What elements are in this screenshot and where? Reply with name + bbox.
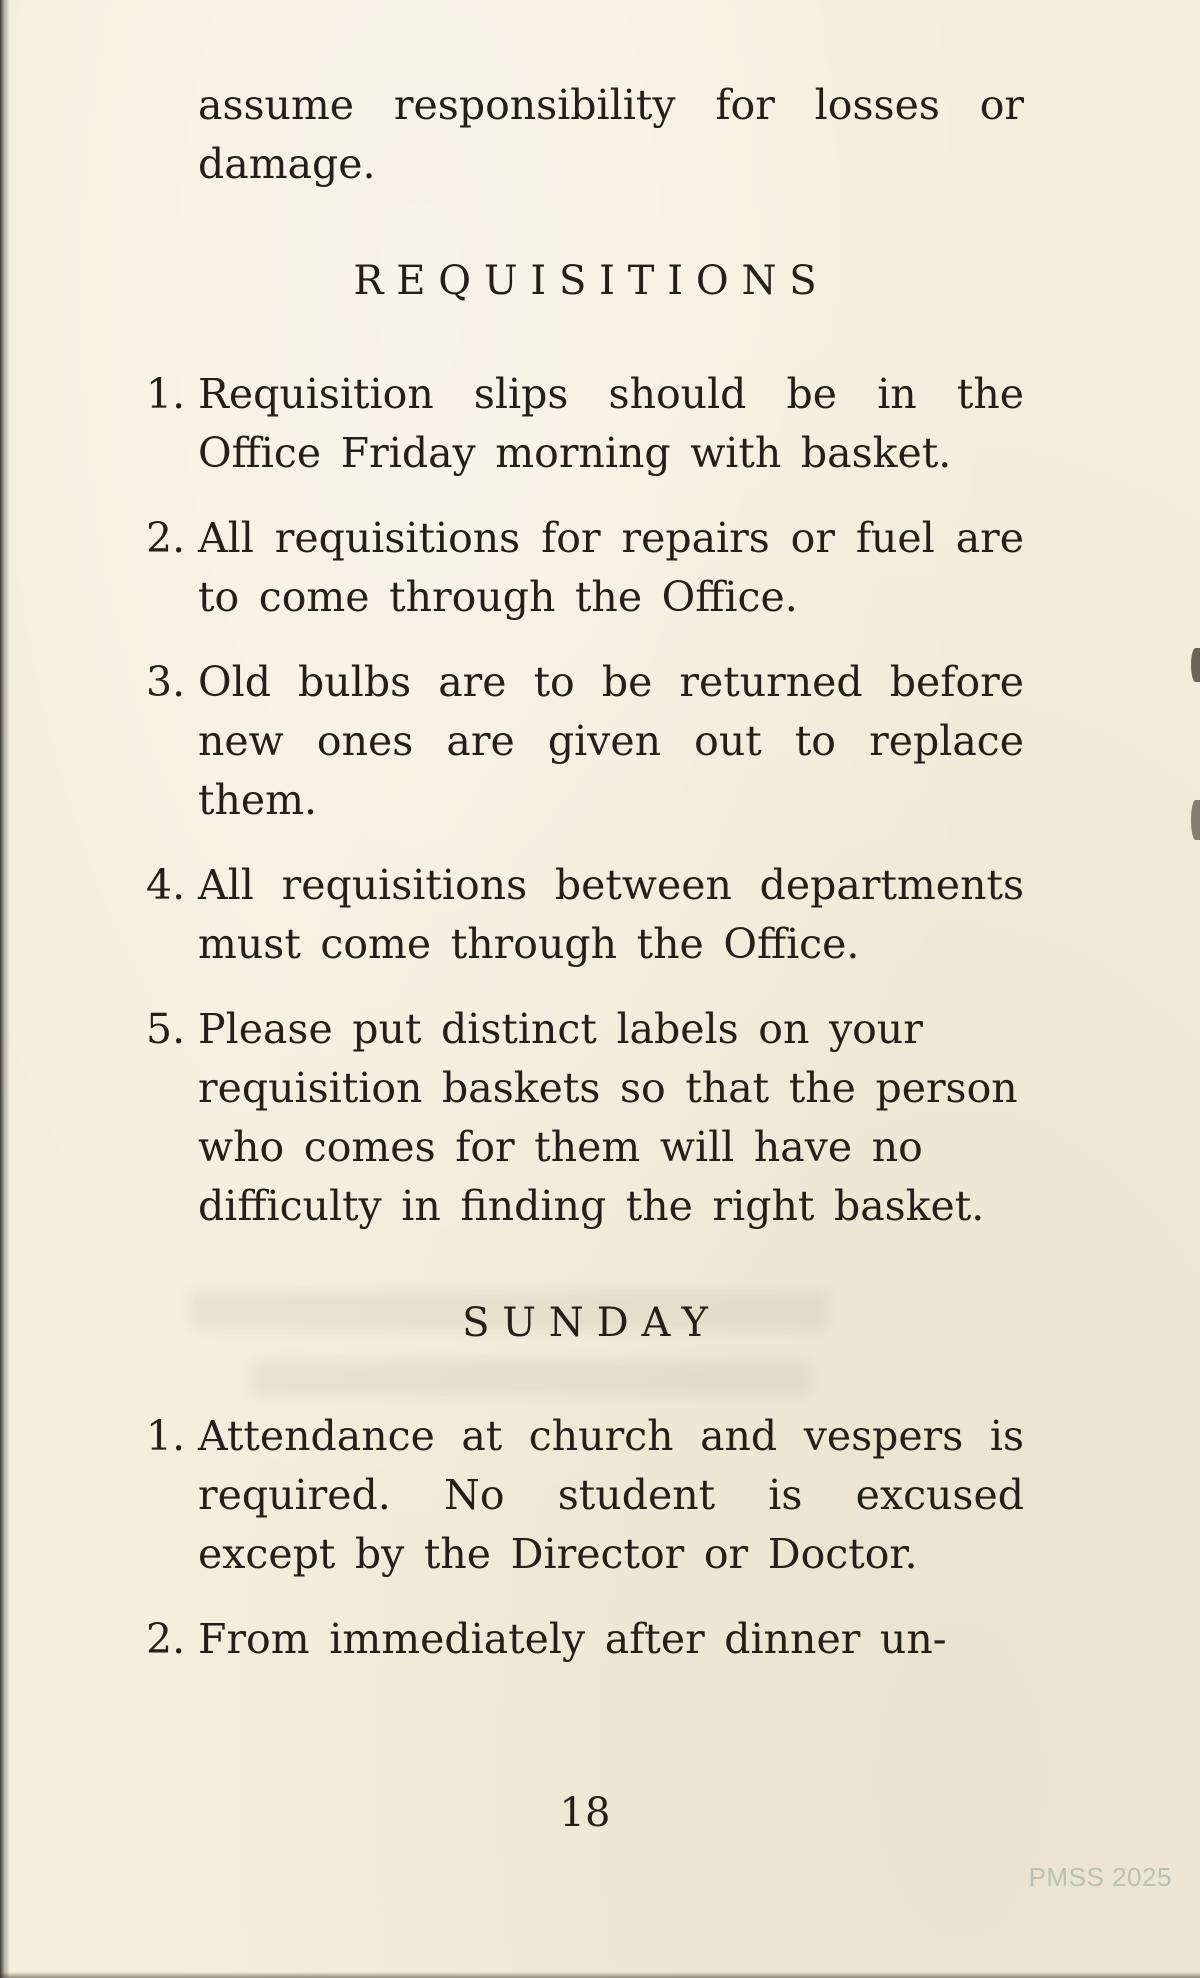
list-item	[146, 365, 1024, 483]
list-item-text: Old bulbs are to be returned before new ones are given out to replace them.	[198, 658, 1024, 824]
watermark: PMSS 2025	[1028, 1862, 1172, 1892]
list-item-number: 5.	[146, 1005, 186, 1053]
list-item-text: Please put distinct labels on your requisition baskets so that the person who comes for them will have no difficulty in finding the right basket.	[198, 1005, 1018, 1230]
list-item	[146, 1000, 1024, 1236]
list-item	[146, 1610, 1024, 1669]
requisitions-list	[146, 365, 1024, 1236]
list-item-number: 2.	[146, 1615, 186, 1663]
list-item-number: 2.	[146, 514, 186, 562]
list-item	[146, 653, 1024, 830]
scan-edge-shadow-left	[0, 0, 10, 1978]
list-item-text: All requisitions for repairs or fuel are to come through the Office.	[198, 514, 1024, 621]
list-item-text: From immediately after dinner un-	[198, 1615, 947, 1663]
page-number: 18	[559, 1790, 611, 1836]
list-item-number: 3.	[146, 658, 186, 706]
document-page	[146, 0, 1024, 1695]
section-heading-sunday: SUNDAY	[462, 1300, 721, 1346]
scan-artifact-paper-curl	[1191, 648, 1200, 682]
continuation-paragraph: assume responsibility for losses or damage.	[198, 81, 1024, 188]
list-item-number: 4.	[146, 861, 186, 909]
list-item-text: All requisitions between departments must come through the Office.	[198, 861, 1024, 968]
scan-artifact-paper-curl	[1191, 800, 1200, 840]
list-item-number: 1.	[146, 370, 186, 418]
list-item-number: 1.	[146, 1412, 186, 1460]
scan-edge-shadow-bottom	[0, 1972, 1200, 1978]
sunday-list	[146, 1407, 1024, 1669]
list-item	[146, 856, 1024, 974]
list-item-text: Requisition slips should be in the Office Friday morning with basket.	[198, 370, 1024, 477]
list-item	[146, 509, 1024, 627]
list-item	[146, 1407, 1024, 1584]
list-item-text: Attendance at church and vespers is required. No student is excused except by the Director or Doctor.	[198, 1412, 1024, 1578]
section-heading-requisitions: REQUISITIONS	[353, 258, 830, 304]
